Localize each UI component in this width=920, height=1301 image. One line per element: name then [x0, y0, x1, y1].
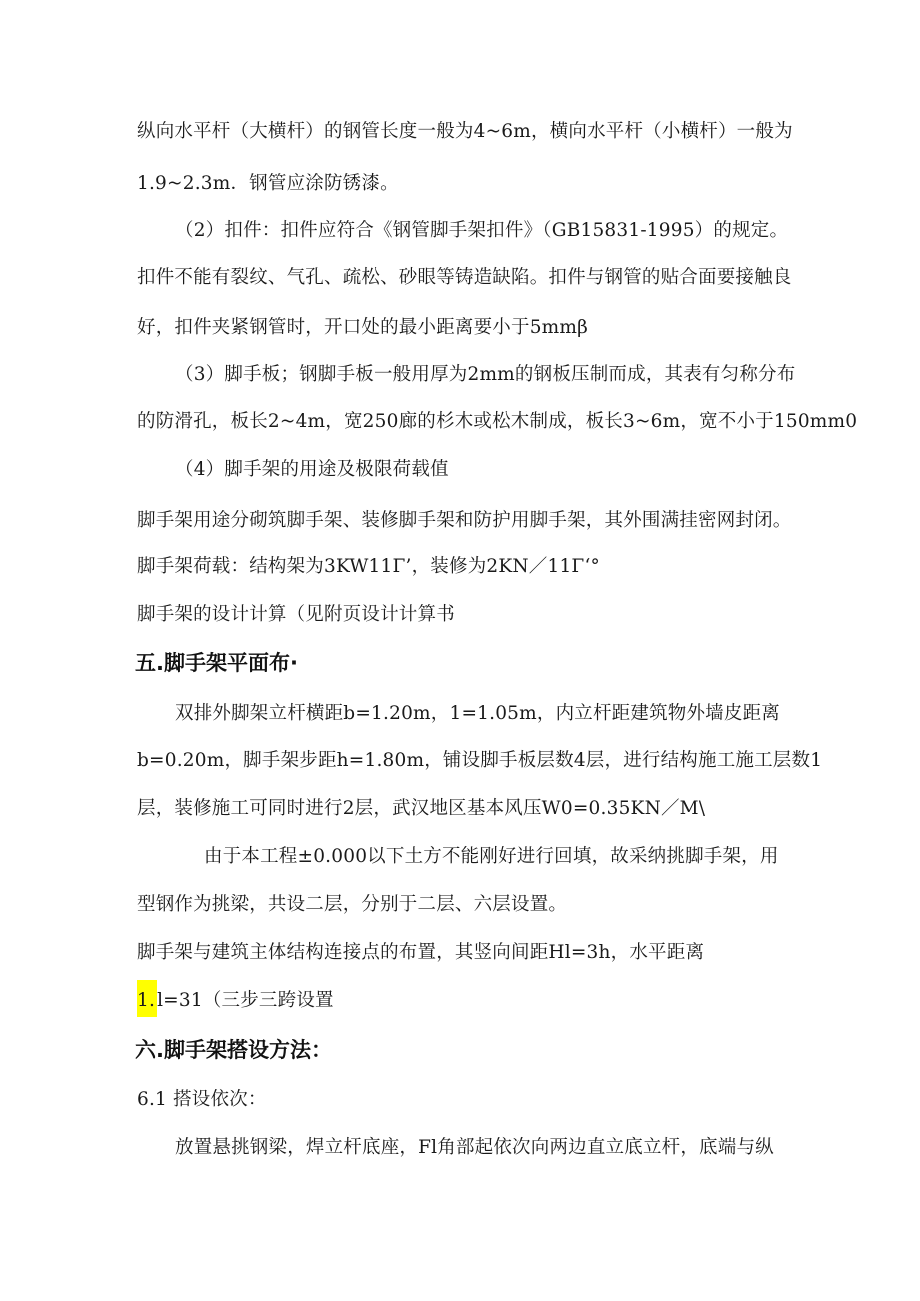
subsection-label: 6.1 搭设依次： — [137, 1089, 267, 1110]
paragraph-line: b=0.20m，脚手架步距h=1.80m，铺设脚手板层数4层，进行结构施工施工层数1 — [137, 750, 823, 771]
highlighted-line — [137, 989, 334, 1013]
paragraph-line: 脚手架荷载：结构架为3KW11Γ’，装修为2KN／11Γ‘° — [137, 556, 600, 577]
paragraph-line: 由于本工程±0.000以下土方不能刚好进行回填，故采纳挑脚手架，用 — [204, 846, 779, 867]
line-text: l=31（三步三跨设置 — [157, 990, 334, 1011]
paragraph-line: 脚手架用途分砌筑脚手架、装修脚手架和防护用脚手架，其外围满挂密网封闭。 — [137, 510, 792, 531]
paragraph-line: （2）扣件：扣件应符合《钢管脚手架扣件》（GB15831-1995）的规定。 — [175, 220, 789, 241]
paragraph-line: 脚手架与建筑主体结构连接点的布置，其竖向间距Hl=3h，水平距离 — [137, 942, 705, 963]
paragraph-line: （3）脚手板；钢脚手板一般用厚为2mm的钢板压制而成，其表有匀称分布 — [175, 364, 796, 385]
section-heading-5: 五.脚手架平面布· — [135, 651, 298, 675]
paragraph-line: 好，扣件夹紧钢管时，开口处的最小距离要小于5mmβ — [137, 317, 589, 338]
paragraph-line: 放置悬挑钢梁，焊立杆底座，Fl角部起依次向两边直立底立杆，底端与纵 — [175, 1137, 774, 1158]
paragraph-line: 型钢作为挑梁，共设二层，分别于二层、六层设置。 — [137, 894, 568, 915]
paragraph-line: （4）脚手架的用途及极限荷载值 — [175, 459, 449, 480]
paragraph-line: 脚手架的设计计算（见附页设计计算书 — [137, 604, 455, 625]
highlighted-text: 1. — [137, 980, 157, 1017]
paragraph-line: 的防滑孔，板长2~4m，宽250廊的杉木或松木制成，板长3~6m，宽不小于150mm0 — [137, 411, 858, 432]
section-heading-6: 六.脚手架搭设方法： — [135, 1038, 332, 1062]
paragraph-line: 纵向水平杆（大横杆）的钢管长度一般为4~6m，横向水平杆（小横杆）一般为 — [137, 121, 793, 142]
paragraph-line: 层，装修施工可同时进行2层，武汉地区基本风压W0=0.35KN／M\ — [137, 798, 706, 819]
paragraph-line: 扣件不能有裂纹、气孔、疏松、砂眼等铸造缺陷。扣件与钢管的贴合面要接触良 — [137, 267, 792, 288]
paragraph-line: 1.9~2.3m．钢管应涂防锈漆。 — [137, 173, 399, 194]
paragraph-line: 双排外脚架立杆横距b=1.20m，1=1.05m，内立杆距建筑物外墙皮距离 — [175, 703, 780, 724]
